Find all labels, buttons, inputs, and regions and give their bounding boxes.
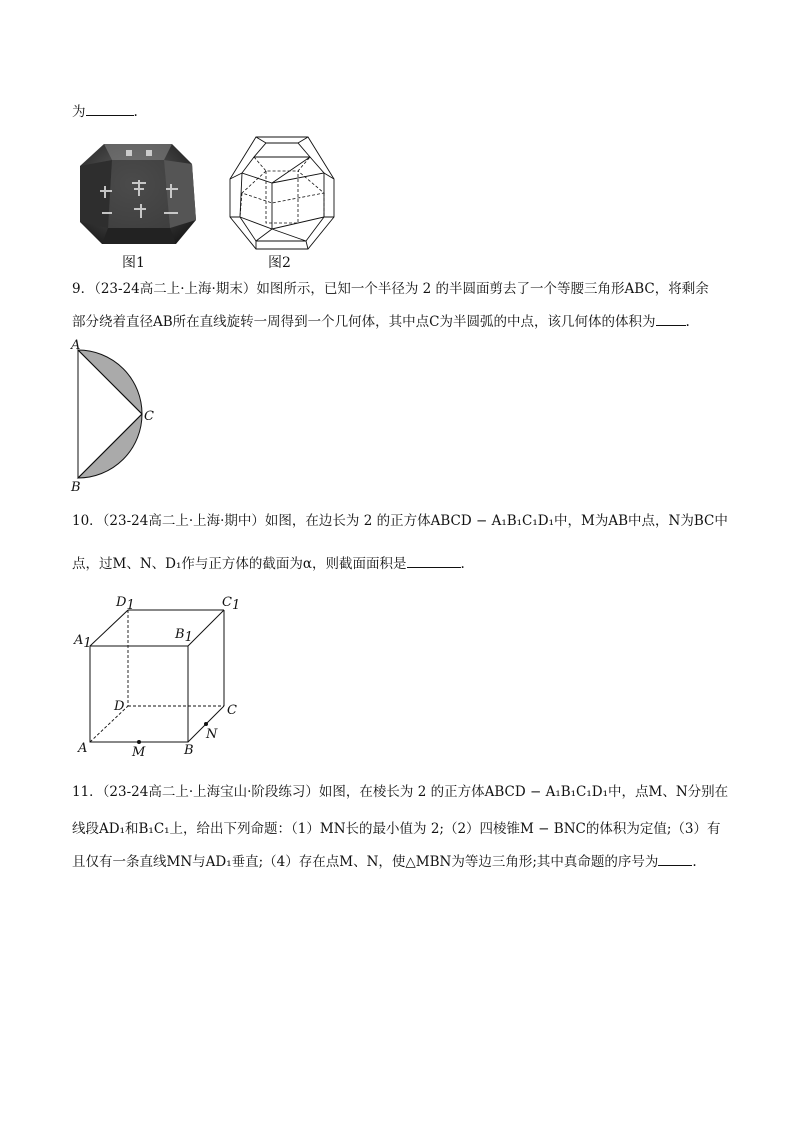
q11-line-3 bbox=[72, 851, 697, 872]
q10-label-a: A bbox=[78, 741, 88, 756]
q10-line-2-text: 点，过M、N、D₁作与正方体的截面为α，则截面面积是 bbox=[72, 556, 407, 572]
q10-answer-blank bbox=[407, 553, 461, 568]
q9-answer-blank bbox=[656, 311, 686, 326]
q9-line-2-text: 部分绕着直径AB所在直线旋转一周得到一个几何体，其中点C为半圆弧的中点，该几何体的体积为 bbox=[72, 314, 656, 330]
q11-line-2: 线段AD₁和B₁C₁上，给出下列命题：（1）MN长的最小值为 2;（2）四棱锥M − BNC的体积为定值;（3）有 bbox=[72, 821, 721, 837]
q8-tail-line bbox=[72, 101, 138, 122]
q10-cube-figure bbox=[72, 592, 252, 762]
q11-line-3-text: 且仅有一条直线MN与AD₁垂直;（4）存在点M、N，使△MBN为等边三角形;其中真命题的序号为 bbox=[72, 854, 659, 870]
figure-2-caption: 图2 bbox=[268, 255, 291, 271]
q9-label-b: B bbox=[71, 480, 81, 494]
q9-label-a: A bbox=[71, 338, 81, 353]
q10-end: . bbox=[460, 556, 465, 572]
q10-label-c: C bbox=[227, 703, 237, 718]
q10-label-m: M bbox=[132, 745, 146, 760]
q10-label-d: D bbox=[114, 699, 125, 714]
q10-line-1: 10．（23-24高二上·上海·期中）如图，在边长为 2 的正方体ABCD − A₁B₁C₁D₁中，M为AB中点，N为BC中 bbox=[72, 513, 728, 529]
q9-line-2 bbox=[72, 311, 690, 332]
q9-line-1: 9．（23-24高二上·上海·期末）如图所示，已知一个半径为 2 的半圆面剪去了一个等腰三角形ABC，将剩余 bbox=[72, 281, 709, 297]
q11-line-1: 11．（23-24高二上·上海宝山·阶段练习）如图，在棱长为 2 的正方体ABCD − A₁B₁C₁D₁中，点M、N分别在 bbox=[72, 784, 729, 800]
q10-label-d1: D1 bbox=[116, 595, 135, 613]
q10-line-2 bbox=[72, 553, 465, 574]
q11-end: . bbox=[692, 854, 697, 870]
figure-2-polyhedron bbox=[226, 133, 338, 253]
q8-answer-blank bbox=[86, 101, 134, 116]
q10-label-b: B bbox=[184, 743, 194, 758]
q9-label-c: C bbox=[144, 409, 154, 424]
q8-end: . bbox=[133, 104, 138, 120]
q9-end: . bbox=[685, 314, 690, 330]
q9-semicircle-figure bbox=[66, 338, 166, 494]
figure-1-caption: 图1 bbox=[122, 255, 145, 271]
q10-label-b1: B1 bbox=[175, 627, 193, 645]
q8-tail-text: 为 bbox=[72, 104, 86, 120]
q11-answer-blank bbox=[658, 851, 692, 866]
q10-label-a1: A1 bbox=[74, 633, 92, 651]
q10-point-n bbox=[204, 722, 208, 726]
figure-1-seal-photo bbox=[74, 136, 202, 252]
q10-label-c1: C1 bbox=[222, 595, 241, 613]
q10-point-m bbox=[137, 740, 141, 744]
q10-label-n: N bbox=[206, 727, 218, 742]
